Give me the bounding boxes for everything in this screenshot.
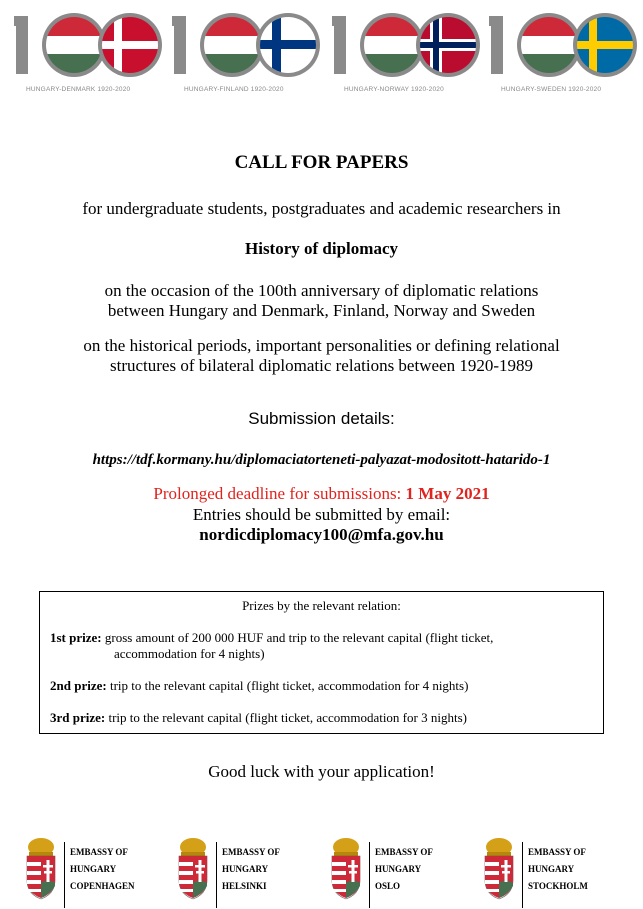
embassy-name xyxy=(375,844,433,895)
prize-label: 2nd prize: xyxy=(50,678,107,693)
embassy-city: STOCKHOLM xyxy=(528,881,588,891)
embassy-stockholm xyxy=(480,836,630,908)
logo-hungary-sweden xyxy=(489,8,639,96)
periods-line: on the historical periods, important personalities or defining relational xyxy=(83,336,560,355)
embassies-footer xyxy=(0,836,643,909)
occasion-text xyxy=(0,281,643,321)
hungary-finland-100-icon xyxy=(172,8,322,82)
embassy-city: HELSINKI xyxy=(222,881,267,891)
embassy-line: HUNGARY xyxy=(528,864,575,874)
embassy-line: EMBASSY OF xyxy=(222,847,280,857)
hungary-denmark-100-icon xyxy=(14,8,164,82)
logo-caption: HUNGARY-DENMARK 1920-2020 xyxy=(26,86,131,93)
prize-item xyxy=(50,710,595,726)
periods-line: structures of bilateral diplomatic relations between 1920-1989 xyxy=(110,356,533,375)
hungary-coat-of-arms-icon xyxy=(24,836,58,900)
logo-hungary-denmark xyxy=(14,8,164,96)
prize-text-continued: accommodation for 4 nights) xyxy=(114,646,265,661)
divider xyxy=(522,842,523,908)
embassy-line: EMBASSY OF xyxy=(70,847,128,857)
embassy-city: OSLO xyxy=(375,881,401,891)
email-link[interactable]: nordicdiplomacy100@mfa.gov.hu xyxy=(199,525,444,544)
deadline-text xyxy=(0,484,643,504)
prizes-heading: Prizes by the relevant relation: xyxy=(242,598,401,613)
prize-text: trip to the relevant capital (flight ticket, accommodation for 4 nights) xyxy=(109,678,469,693)
divider xyxy=(369,842,370,908)
embassy-line: HUNGARY xyxy=(375,864,422,874)
logo-caption: HUNGARY-SWEDEN 1920-2020 xyxy=(501,86,602,93)
hungary-coat-of-arms-icon xyxy=(176,836,210,900)
hungary-coat-of-arms-icon xyxy=(482,836,516,900)
embassy-name xyxy=(528,844,588,895)
prizes-box xyxy=(39,591,604,734)
topic-heading: History of diplomacy xyxy=(245,239,398,258)
prize-item xyxy=(50,678,595,694)
logo-hungary-norway xyxy=(332,8,482,96)
occasion-line: on the occasion of the 100th anniversary of diplomatic relations xyxy=(104,281,539,300)
deadline-date: 1 May 2021 xyxy=(405,484,490,503)
prize-text: trip to the relevant capital (flight ticket, accommodation for 3 nights) xyxy=(108,710,467,725)
embassy-helsinki xyxy=(174,836,324,908)
occasion-line: between Hungary and Denmark, Finland, Norway and Sweden xyxy=(107,301,536,320)
embassy-city: COPENHAGEN xyxy=(70,881,135,891)
submission-label: Submission details: xyxy=(248,409,395,428)
logo-hungary-finland xyxy=(172,8,322,96)
audience-text: for undergraduate students, postgraduates and academic researchers in xyxy=(82,199,561,218)
embassy-line: EMBASSY OF xyxy=(528,847,586,857)
hungary-coat-of-arms-icon xyxy=(329,836,363,900)
deadline-label: Prolonged deadline for submissions: xyxy=(153,484,406,503)
logo-caption: HUNGARY-FINLAND 1920-2020 xyxy=(184,86,284,93)
prize-text: gross amount of 200 000 HUF and trip to the relevant capital (flight ticket, xyxy=(104,630,494,645)
submission-url-link[interactable]: https://tdf.kormany.hu/diplomaciatorteneti-palyazat-modositott-hatarido-1 xyxy=(92,452,551,468)
embassy-name xyxy=(222,844,280,895)
embassy-line: EMBASSY OF xyxy=(375,847,433,857)
divider xyxy=(216,842,217,908)
prize-item xyxy=(50,630,595,662)
prize-label: 1st prize: xyxy=(50,630,102,645)
hungary-sweden-100-icon xyxy=(489,8,639,82)
divider xyxy=(64,842,65,908)
periods-text xyxy=(0,336,643,376)
embassy-name xyxy=(70,844,135,895)
good-luck-text: Good luck with your application! xyxy=(208,762,435,781)
hungary-norway-100-icon xyxy=(332,8,482,82)
embassy-copenhagen xyxy=(22,836,172,908)
embassy-oslo xyxy=(327,836,477,908)
embassy-line: HUNGARY xyxy=(70,864,117,874)
logo-caption: HUNGARY-NORWAY 1920-2020 xyxy=(344,86,444,93)
entries-text: Entries should be submitted by email: xyxy=(192,505,451,524)
anniversary-logos xyxy=(0,0,643,100)
embassy-line: HUNGARY xyxy=(222,864,269,874)
page-title: CALL FOR PAPERS xyxy=(234,152,409,173)
prize-label: 3rd prize: xyxy=(50,710,106,725)
